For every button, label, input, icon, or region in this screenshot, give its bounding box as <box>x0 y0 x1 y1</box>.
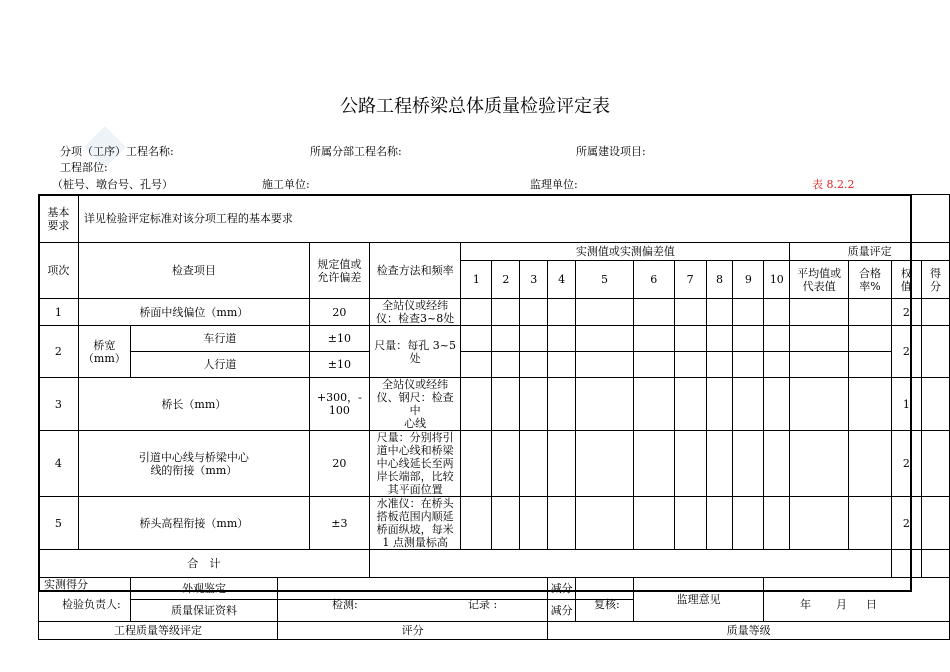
page-title: 公路工程桥梁总体质量检验评定表 <box>340 96 610 117</box>
col-weight: 权 值 <box>891 261 921 299</box>
row-method: 全站仪或经纬仪、钢尺：检查中 心线 <box>369 378 461 431</box>
total-row <box>39 550 950 578</box>
row-method: 尺量：分别将引道中心线和桥梁 中心线延长至两岸长端部，比较 其平面位置 <box>369 431 461 497</box>
col-measured: 实测值或实测偏差值 <box>461 243 790 261</box>
project-name-label: 分项（工序）工程名称: <box>60 145 174 158</box>
row-subitem: 人行道 <box>130 352 309 378</box>
review-label: 复核: <box>594 598 620 611</box>
row-no: 4 <box>39 431 79 497</box>
measure-num: 9 <box>733 261 764 299</box>
row-method: 全站仪或经纬仪：检查3~8处 <box>369 299 461 326</box>
measure-num: 10 <box>764 261 790 299</box>
row-weight: 2 <box>891 299 921 326</box>
measure-num: 2 <box>492 261 520 299</box>
row-no: 5 <box>39 497 79 550</box>
deduct-label: 减分 <box>548 578 576 600</box>
row-spec: 20 <box>309 431 369 497</box>
table-row <box>39 378 950 431</box>
deduct-label: 减分 <box>548 600 576 622</box>
row-weight: 2 <box>891 326 921 378</box>
row-spec: ±10 <box>309 326 369 352</box>
col-method: 检查方法和频率 <box>369 243 461 299</box>
location-label: 工程部位: <box>60 161 108 174</box>
table-row <box>39 326 950 352</box>
row-spec: 20 <box>309 299 369 326</box>
score-row-1 <box>39 578 950 600</box>
row-method: 尺量：每孔 3~5 处 <box>369 326 461 378</box>
measure-num: 7 <box>674 261 706 299</box>
table-row <box>39 352 950 378</box>
row-spec: +300，- 100 <box>309 378 369 431</box>
measure-num: 3 <box>520 261 548 299</box>
col-pass-rate: 合格 率% <box>849 261 892 299</box>
row-spec: ±3 <box>309 497 369 550</box>
location-sub-label: （桩号、墩台号、孔号） <box>52 178 173 191</box>
construction-project-label: 所属建设项目: <box>576 145 646 158</box>
score-label: 评分 <box>278 622 548 640</box>
row-no: 3 <box>39 378 79 431</box>
row-item: 桥头高程衔接（mm） <box>78 497 309 550</box>
quality-grade-label: 质量等级 <box>548 622 950 640</box>
contractor-label: 施工单位: <box>262 178 310 191</box>
day-label: 日 <box>866 598 877 611</box>
inspector-label: 检验负责人: <box>62 598 121 611</box>
basic-requirement-row <box>39 195 950 243</box>
table-row <box>39 497 950 550</box>
basic-label: 基本 要求 <box>39 195 79 243</box>
table-number: 表 8.2.2 <box>812 178 855 191</box>
inspection-table <box>38 194 950 640</box>
col-score: 得 分 <box>921 261 949 299</box>
measure-num: 8 <box>706 261 733 299</box>
record-label: 记录 : <box>468 598 498 611</box>
row-item: 桥面中线偏位（mm） <box>78 299 309 326</box>
measure-num: 6 <box>633 261 674 299</box>
table-row <box>39 299 950 326</box>
measure-num: 1 <box>461 261 492 299</box>
col-item-no: 项次 <box>39 243 79 299</box>
supervision-opinion-label: 监理意见 <box>633 578 764 622</box>
row-no: 2 <box>39 326 79 378</box>
measured-score-label: 实测得分 <box>39 578 131 622</box>
year-label: 年 <box>800 598 811 611</box>
supervisor-label: 监理单位: <box>530 178 578 191</box>
header-row-1 <box>39 243 950 261</box>
col-check-item: 检查项目 <box>78 243 309 299</box>
row-weight: 2 <box>891 431 921 497</box>
col-quality: 质量评定 <box>790 243 950 261</box>
row-subitem: 车行道 <box>130 326 309 352</box>
row-weight: 2 <box>891 497 921 550</box>
division-label: 所属分部工程名称: <box>310 145 402 158</box>
row-item: 引道中心线与桥梁中心 线的衔接（mm） <box>78 431 309 497</box>
row-method: 水准仪：在桥头搭板范围内顺延 桥面纵坡，每米 1 点测量标高 <box>369 497 461 550</box>
col-spec: 规定值或 允许偏差 <box>309 243 369 299</box>
table-row <box>39 431 950 497</box>
row-no: 1 <box>39 299 79 326</box>
row-item: 桥长（mm） <box>78 378 309 431</box>
grade-eval-label: 工程质量等级评定 <box>39 622 278 640</box>
measure-num: 4 <box>548 261 576 299</box>
measure-num: 5 <box>576 261 634 299</box>
month-label: 月 <box>836 598 847 611</box>
basic-text: 详见检验评定标准对该分项工程的基本要求 <box>78 195 949 243</box>
row-item: 桥宽 （mm） <box>78 326 130 378</box>
testing-label: 检测: <box>332 598 358 611</box>
total-label: 合 计 <box>39 550 370 578</box>
appearance-label: 外观鉴定 <box>130 578 277 600</box>
docs-label: 质量保证资料 <box>130 600 277 622</box>
grade-row <box>39 622 950 640</box>
row-weight: 1 <box>891 378 921 431</box>
row-spec: ±10 <box>309 352 369 378</box>
col-avg: 平均值或 代表值 <box>790 261 849 299</box>
